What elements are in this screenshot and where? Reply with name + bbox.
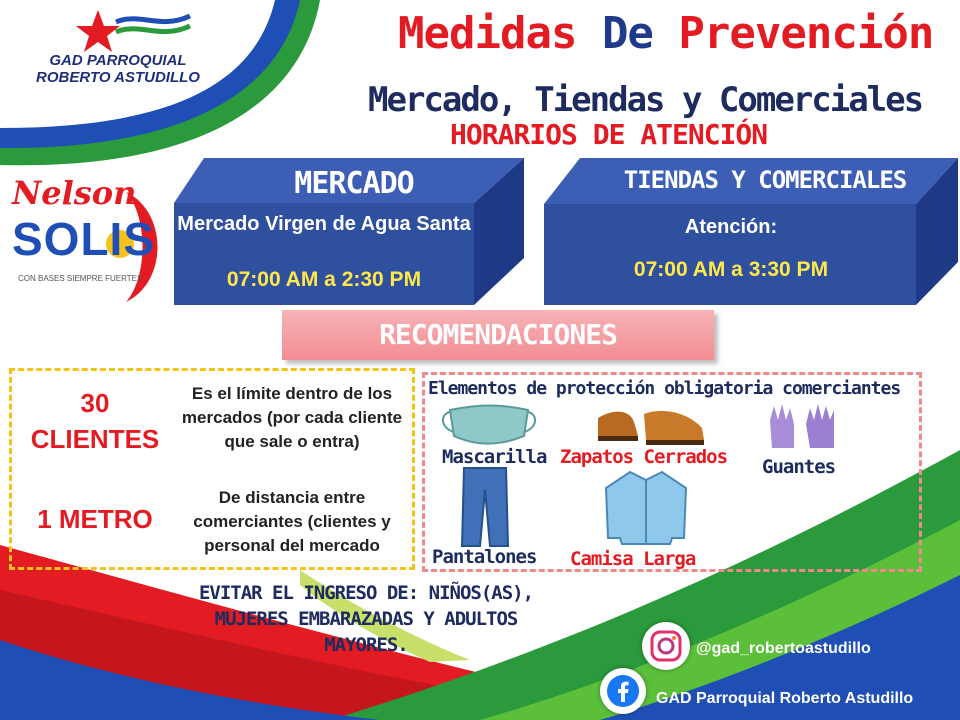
facebook-icon[interactable] — [600, 668, 646, 714]
mercado-hours: 07:00 AM a 2:30 PM — [226, 268, 422, 291]
brand-line2: ROBERTO ASTUDILLO — [36, 69, 200, 86]
item-zapatos-cerrados: Zapatos Cerrados — [560, 446, 728, 468]
gloves-icon — [764, 400, 840, 456]
page-title — [398, 8, 958, 59]
instagram-icon[interactable] — [642, 622, 690, 670]
clients-word: CLIENTES — [30, 424, 160, 454]
distance-value: 1 METRO — [37, 504, 153, 534]
item-pantalones: Pantalones — [432, 546, 537, 568]
instagram-handle[interactable]: @gad_robertoastudillo — [696, 640, 871, 657]
item-mascarilla: Mascarilla — [442, 446, 547, 468]
distance-description: De distancia entre comerciantes (clientes y personal del mercado — [193, 488, 391, 555]
facebook-page[interactable]: GAD Parroquial Roberto Astudillo — [656, 690, 914, 707]
title-word1: Medidas — [398, 8, 577, 59]
star-flag-icon — [20, 4, 210, 56]
entry-warning: EVITAR EL INGRESO DE: NIÑOS(AS), MUJERES EMBARAZADAS Y ADULTOS MAYORES. — [198, 582, 534, 656]
item-camisa-larga: Camisa Larga — [570, 548, 696, 570]
candidate-first-name: Nelson — [12, 174, 137, 212]
shirt-icon — [600, 468, 692, 546]
brand-logo — [20, 4, 210, 56]
mercado-place: Mercado Virgen de Agua Santa — [177, 213, 471, 235]
shoes-icon — [594, 400, 706, 446]
candidate-logo — [8, 172, 166, 312]
clients-number: 30 — [80, 388, 110, 418]
mask-icon — [440, 402, 536, 446]
title-word2: De — [601, 8, 653, 59]
clients-description: Es el límite dentro de los mercados (por cada cliente que sale o entra) — [181, 384, 403, 451]
candidate-last-name: SOLIS — [12, 213, 156, 265]
recommendations-banner: RECOMENDACIONES — [282, 310, 714, 360]
tiendas-label: Atención: — [684, 216, 778, 238]
candidate-slogan: CON BASES SIEMPRE FUERTES — [18, 274, 143, 283]
protection-title: Elementos de protección obligatoria comerciantes — [428, 378, 901, 399]
tiendas-title: TIENDAS Y COMERCIALES — [623, 166, 907, 194]
brand-name — [18, 52, 218, 86]
item-guantes: Guantes — [762, 456, 836, 478]
mercado-title: MERCADO — [294, 166, 414, 201]
pants-icon — [458, 466, 512, 548]
tiendas-hours: 07:00 AM a 3:30 PM — [633, 258, 829, 281]
page-subtitle: Mercado, Tiendas y Comerciales — [368, 80, 923, 120]
title-word3: Prevención — [678, 8, 934, 59]
brand-line1: GAD PARROQUIAL — [49, 52, 187, 69]
hours-title: HORARIOS DE ATENCIÓN — [450, 118, 768, 151]
